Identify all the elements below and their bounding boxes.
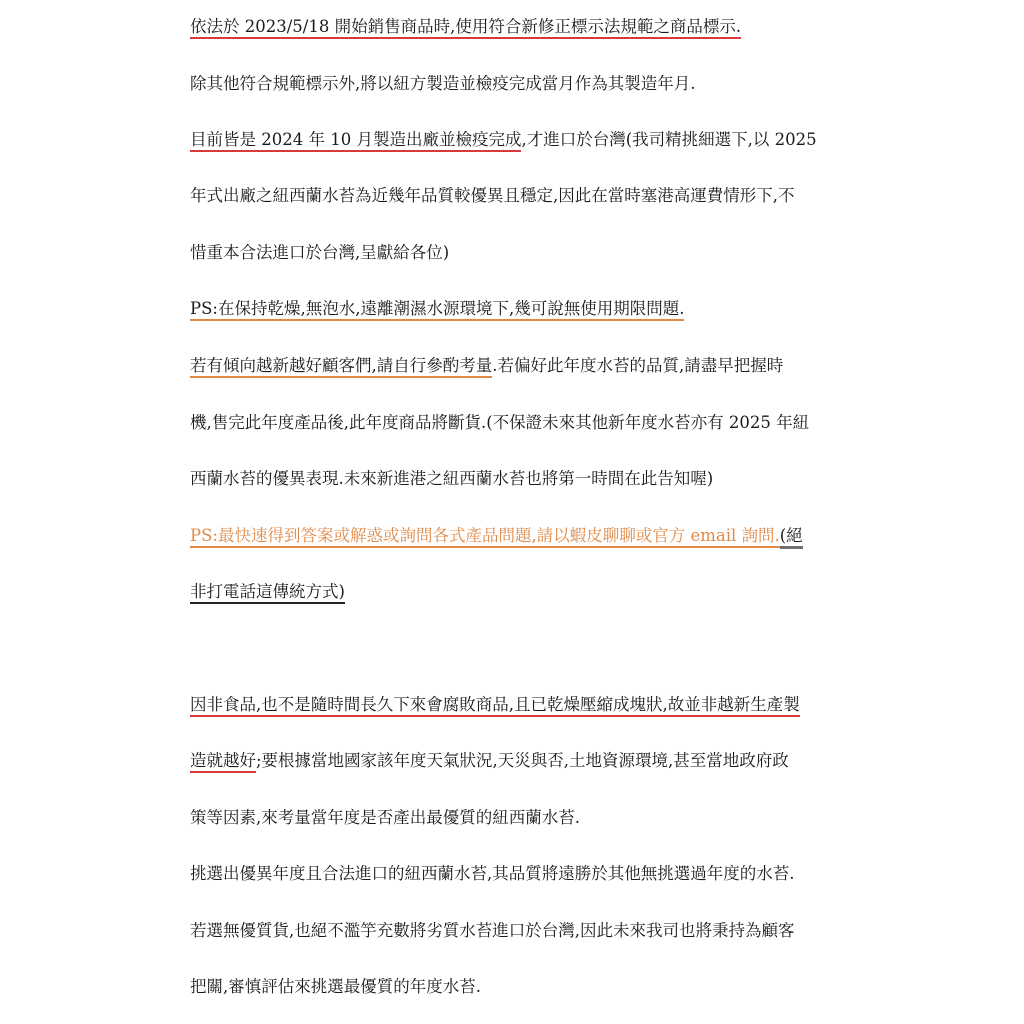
line-5: 惜重本合法進口於台灣,呈獻給各位) <box>190 243 450 262</box>
underlined-text: 依法於 2023/5/18 開始銷售商品時,使用符合新修正標示法規範之商品標示. <box>190 17 741 39</box>
line-17: 把關,審慎評估來挑選最優質的年度水苔. <box>190 977 481 996</box>
line-1 <box>190 16 741 38</box>
plain-text: .若偏好此年度水苔的品質,請盡早把握時 <box>492 356 784 375</box>
line-2: 除其他符合規範標示外,將以紐方製造並檢疫完成當月作為其製造年月. <box>190 74 696 93</box>
underlined-text: PS:在保持乾燥,無泡水,遠離潮濕水源環境下,幾可說無使用期限問題. <box>190 299 684 321</box>
underlined-text: 若有傾向越新越好顧客們,請自行參酌考量 <box>190 356 492 378</box>
line-13 <box>190 750 789 772</box>
line-15: 挑選出優異年度且合法進口的紐西蘭水苔,其品質將遠勝於其他無挑選過年度的水苔. <box>190 864 795 883</box>
plain-text: ;要根據當地國家該年度天氣狀況,天災與否,土地資源環境,甚至當地政府政 <box>256 751 789 770</box>
line-3 <box>190 129 817 151</box>
line-11 <box>190 581 345 603</box>
contact-notice-text: PS:最快速得到答案或解惑或詢問各式產品問題,請以蝦皮聊聊或官方 email 詢問. <box>190 526 780 548</box>
underlined-text: 目前皆是 2024 年 10 月製造出廠並檢疫完成 <box>190 130 521 152</box>
line-10 <box>190 525 803 547</box>
line-9: 西蘭水苔的優異表現.未來新進港之紐西蘭水苔也將第一時間在此告知喔) <box>190 469 714 488</box>
line-8: 機,售完此年度產品後,此年度商品將斷貨.(不保證未來其他新年度水苔亦有 2025 年紐 <box>190 413 810 432</box>
line-14: 策等因素,來考量當年度是否產出最優質的紐西蘭水苔. <box>190 808 580 827</box>
line-7 <box>190 355 783 377</box>
plain-text: ,才進口於台灣(我司精挑細選下,以 2025 <box>521 130 817 149</box>
underlined-text: (絕 <box>780 526 803 549</box>
underlined-text: 造就越好 <box>190 751 256 773</box>
line-6 <box>190 298 684 320</box>
line-4: 年式出廠之紐西蘭水苔為近幾年品質較優異且穩定,因此在當時塞港高運費情形下,不 <box>190 186 795 205</box>
line-16: 若選無優質貨,也絕不濫竽充數將劣質水苔進口於台灣,因此未來我司也將秉持為顧客 <box>190 921 795 940</box>
underlined-text: 非打電話這傳統方式) <box>190 582 345 604</box>
underlined-text: 因非食品,也不是隨時間長久下來會腐敗商品,且已乾燥壓縮成塊狀,故並非越新生產製 <box>190 695 800 717</box>
line-12 <box>190 694 800 716</box>
